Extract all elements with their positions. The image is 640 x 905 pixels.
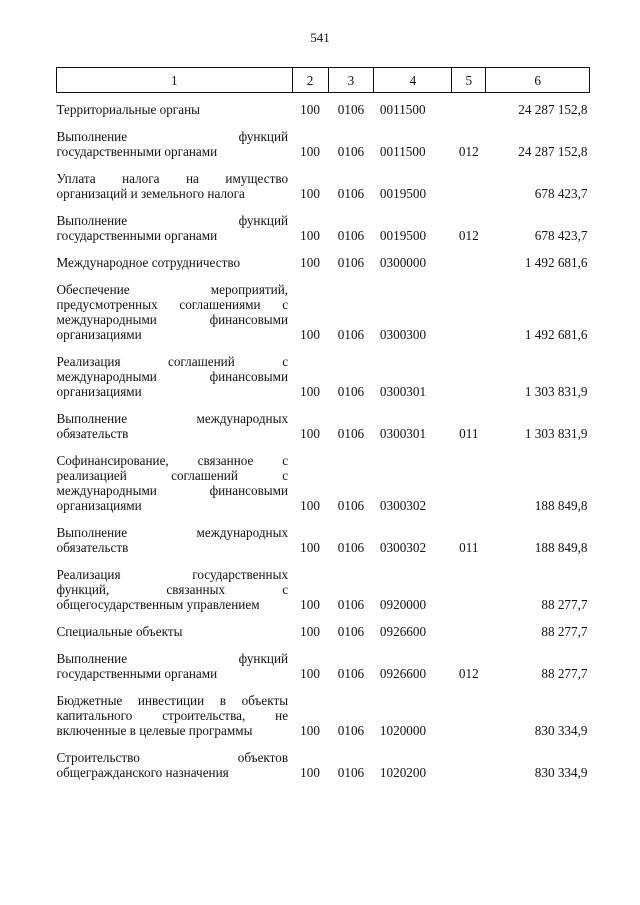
section-code: 100 xyxy=(300,597,320,612)
row-description xyxy=(57,273,293,345)
description-line: Специальные объекты xyxy=(56,624,183,639)
section-code: 100 xyxy=(300,144,320,159)
table-row xyxy=(57,273,590,345)
row-description xyxy=(57,444,293,516)
table-row xyxy=(57,741,590,783)
table-body xyxy=(57,93,590,784)
amount-value: 1 303 831,9 xyxy=(524,384,588,399)
description-line: государственными органами xyxy=(56,144,218,159)
row-description xyxy=(57,345,293,402)
description-line: международными финансовыми xyxy=(56,312,289,327)
table-row xyxy=(57,444,590,516)
description-line: международными финансовыми xyxy=(56,369,289,384)
expense-type-code xyxy=(452,615,486,642)
target-article-code: 0300000 xyxy=(379,255,427,270)
target-article-code: 0300302 xyxy=(379,540,427,555)
section-code: 100 xyxy=(300,186,320,201)
expense-type-code: 011 xyxy=(459,426,479,441)
description-line: Выполнение международных xyxy=(56,525,289,540)
target-article-code: 0300302 xyxy=(379,498,427,513)
row-description xyxy=(57,246,293,273)
expense-type-code xyxy=(452,273,486,345)
description-line: Строительство объектов xyxy=(56,750,289,765)
subsection-code: 0106 xyxy=(337,426,365,441)
row-description xyxy=(57,642,293,684)
column-header-2: 2 xyxy=(292,68,328,93)
amount-value: 678 423,7 xyxy=(534,186,588,201)
description-line: Выполнение функций xyxy=(56,129,289,144)
description-line: Реализация соглашений с xyxy=(56,354,289,369)
subsection-code: 0106 xyxy=(337,186,365,201)
description-line: организациями xyxy=(56,498,142,513)
amount-value: 1 303 831,9 xyxy=(524,426,588,441)
row-description xyxy=(57,204,293,246)
row-description xyxy=(57,615,293,642)
description-line: Софинансирование, связанное с xyxy=(56,453,289,468)
row-description xyxy=(57,741,293,783)
expense-type-code xyxy=(452,345,486,402)
description-line: общегосударственным управлением xyxy=(56,597,260,612)
amount-value: 1 492 681,6 xyxy=(524,327,588,342)
expense-type-code xyxy=(452,93,486,121)
expense-type-code: 012 xyxy=(458,144,479,159)
table-row xyxy=(57,684,590,741)
expense-type-code xyxy=(452,162,486,204)
description-line: организациями xyxy=(56,327,142,342)
description-line: Бюджетные инвестиции в объекты xyxy=(56,693,289,708)
section-code: 100 xyxy=(300,426,320,441)
subsection-code: 0106 xyxy=(337,624,365,639)
row-description xyxy=(57,516,293,558)
table-row xyxy=(57,345,590,402)
section-code: 100 xyxy=(300,540,320,555)
column-header-1: 1 xyxy=(57,68,293,93)
section-code: 100 xyxy=(300,102,320,117)
subsection-code: 0106 xyxy=(337,228,365,243)
description-line: Выполнение международных xyxy=(56,411,289,426)
section-code: 100 xyxy=(300,666,320,681)
section-code: 100 xyxy=(300,765,320,780)
description-line: предусмотренных соглашениями с xyxy=(56,297,289,312)
row-description xyxy=(57,684,293,741)
amount-value: 830 334,9 xyxy=(534,765,588,780)
row-description xyxy=(57,402,293,444)
amount-value: 1 492 681,6 xyxy=(524,255,588,270)
target-article-code: 0300300 xyxy=(379,327,427,342)
amount-value: 88 277,7 xyxy=(541,666,588,681)
expense-type-code xyxy=(452,246,486,273)
subsection-code: 0106 xyxy=(337,102,365,117)
column-header-3: 3 xyxy=(328,68,374,93)
target-article-code: 0011500 xyxy=(379,144,426,159)
row-description xyxy=(57,162,293,204)
subsection-code: 0106 xyxy=(337,723,365,738)
row-description xyxy=(57,93,293,121)
amount-value: 830 334,9 xyxy=(534,723,588,738)
table-row xyxy=(57,558,590,615)
amount-value: 678 423,7 xyxy=(534,228,588,243)
expense-type-code xyxy=(452,684,486,741)
target-article-code: 1020000 xyxy=(379,723,427,738)
expense-type-code: 011 xyxy=(459,540,479,555)
description-line: Территориальные органы xyxy=(56,102,200,117)
subsection-code: 0106 xyxy=(337,765,365,780)
description-line: обязательств xyxy=(56,540,129,555)
description-line: государственными органами xyxy=(56,666,218,681)
section-code: 100 xyxy=(300,255,320,270)
section-code: 100 xyxy=(300,498,320,513)
description-line: реализацией соглашений с xyxy=(56,468,289,483)
amount-value: 88 277,7 xyxy=(541,597,588,612)
subsection-code: 0106 xyxy=(337,144,365,159)
expense-type-code: 012 xyxy=(458,666,479,681)
description-line: Реализация государственных xyxy=(56,567,289,582)
table-row xyxy=(57,204,590,246)
expense-type-code xyxy=(452,741,486,783)
table-row xyxy=(57,402,590,444)
target-article-code: 1020200 xyxy=(379,765,427,780)
section-code: 100 xyxy=(300,384,320,399)
description-line: общегражданского назначения xyxy=(56,765,229,780)
column-header-4: 4 xyxy=(374,68,452,93)
table-row xyxy=(57,246,590,273)
expense-type-code xyxy=(452,444,486,516)
description-line: государственными органами xyxy=(56,228,218,243)
column-header-5: 5 xyxy=(452,68,486,93)
table-row xyxy=(57,516,590,558)
target-article-code: 0019500 xyxy=(379,186,427,201)
expense-type-code: 012 xyxy=(458,228,479,243)
description-line: Выполнение функций xyxy=(56,651,289,666)
table-row xyxy=(57,642,590,684)
description-line: Обеспечение мероприятий, xyxy=(56,282,289,297)
description-line: Выполнение функций xyxy=(56,213,289,228)
budget-table xyxy=(56,67,590,783)
page-number: 541 xyxy=(310,30,330,45)
amount-value: 188 849,8 xyxy=(534,540,588,555)
description-line: капитального строительства, не xyxy=(56,708,289,723)
description-line: международными финансовыми xyxy=(56,483,289,498)
table-row xyxy=(57,162,590,204)
section-code: 100 xyxy=(300,723,320,738)
description-line: организаций и земельного налога xyxy=(56,186,245,201)
section-code: 100 xyxy=(300,228,320,243)
subsection-code: 0106 xyxy=(337,666,365,681)
table-row xyxy=(57,93,590,121)
description-line: Уплата налога на имущество xyxy=(56,171,289,186)
description-line: обязательств xyxy=(56,426,129,441)
table-row xyxy=(57,120,590,162)
target-article-code: 0300301 xyxy=(379,426,427,441)
description-line: Международное сотрудничество xyxy=(56,255,241,270)
expense-type-code xyxy=(452,558,486,615)
target-article-code: 0920000 xyxy=(379,597,427,612)
amount-value: 24 287 152,8 xyxy=(518,144,588,159)
subsection-code: 0106 xyxy=(337,384,365,399)
column-header-6: 6 xyxy=(486,68,590,93)
subsection-code: 0106 xyxy=(337,597,365,612)
header-row xyxy=(57,68,590,93)
amount-value: 24 287 152,8 xyxy=(518,102,588,117)
table-row xyxy=(57,615,590,642)
amount-value: 88 277,7 xyxy=(541,624,588,639)
description-line: включенные в целевые программы xyxy=(56,723,253,738)
description-line: организациями xyxy=(56,384,142,399)
subsection-code: 0106 xyxy=(337,327,365,342)
target-article-code: 0300301 xyxy=(379,384,427,399)
subsection-code: 0106 xyxy=(337,498,365,513)
row-description xyxy=(57,120,293,162)
target-article-code: 0019500 xyxy=(379,228,427,243)
target-article-code: 0011500 xyxy=(379,102,426,117)
target-article-code: 0926600 xyxy=(379,666,427,681)
target-article-code: 0926600 xyxy=(379,624,427,639)
row-description xyxy=(57,558,293,615)
description-line: функций, связанных с xyxy=(56,582,289,597)
section-code: 100 xyxy=(300,327,320,342)
section-code: 100 xyxy=(300,624,320,639)
subsection-code: 0106 xyxy=(337,540,365,555)
amount-value: 188 849,8 xyxy=(534,498,588,513)
subsection-code: 0106 xyxy=(337,255,365,270)
